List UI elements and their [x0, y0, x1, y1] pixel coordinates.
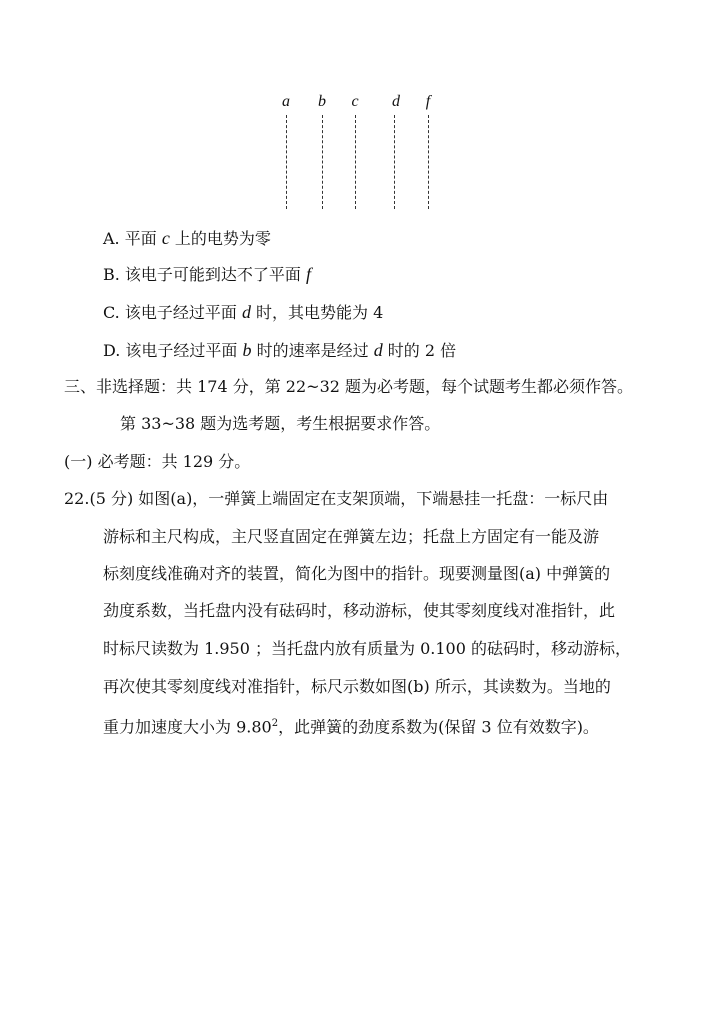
plane-line-b [322, 115, 323, 209]
option-d: D. 该电子经过平面 b 时的速率是经过 d 时的 2 倍 [103, 340, 457, 360]
q22-line-4: 劲度系数，当托盘内没有砝码时，移动游标，使其零刻度线对准指针，此 [103, 601, 616, 620]
plane-label-b: b [318, 93, 326, 110]
equipotential-planes-figure [270, 93, 450, 213]
q22-line-5: 时标尺读数为 1.950 ；当托盘内放有质量为 0.100 的砝码时，移动游标， [103, 639, 631, 658]
plane-label-c: c [351, 93, 359, 110]
section-3-heading: 三、非选择题：共 174 分，第 22~32 题为必考题，每个试题考生都必须作答。 [64, 377, 634, 396]
plane-line-d [394, 115, 395, 209]
plane-label-d: d [392, 93, 400, 110]
q22-line-6: 再次使其零刻度线对准指针，标尺示数如图(b) 所示，其读数为。当地的 [103, 677, 611, 696]
plane-line-a [286, 115, 287, 209]
q22-line-1: 22.(5 分) 如图(a)，一弹簧上端固定在支架顶端，下端悬挂一托盘：一标尺由 [64, 489, 609, 508]
plane-line-c [355, 115, 356, 209]
plane-label-a: a [282, 93, 290, 110]
q22-line-2: 游标和主尺构成，主尺竖直固定在弹簧左边；托盘上方固定有一能及游 [103, 527, 600, 546]
plane-line-f [428, 115, 429, 209]
q22-line-7: 重力加速度大小为 9.80$^2$，此弹簧的劲度系数为(保留 3 位有效数字)。 [103, 717, 599, 737]
option-b: B. 该电子可能到达不了平面 f [103, 264, 312, 284]
required-heading: (一) 必考题：共 129 分。 [64, 452, 251, 471]
q22-line-3: 标刻度线准确对齐的装置，简化为图中的指针。现要测量图(a) 中弹簧的 [103, 564, 611, 583]
option-c: C. 该电子经过平面 d 时，其电势能为 4 [103, 302, 384, 322]
option-a: A. 平面 c 上的电势为零 [103, 228, 271, 248]
plane-label-f: f [425, 93, 431, 110]
section-3-note: 第 33~38 题为选考题，考生根据要求作答。 [120, 414, 441, 433]
